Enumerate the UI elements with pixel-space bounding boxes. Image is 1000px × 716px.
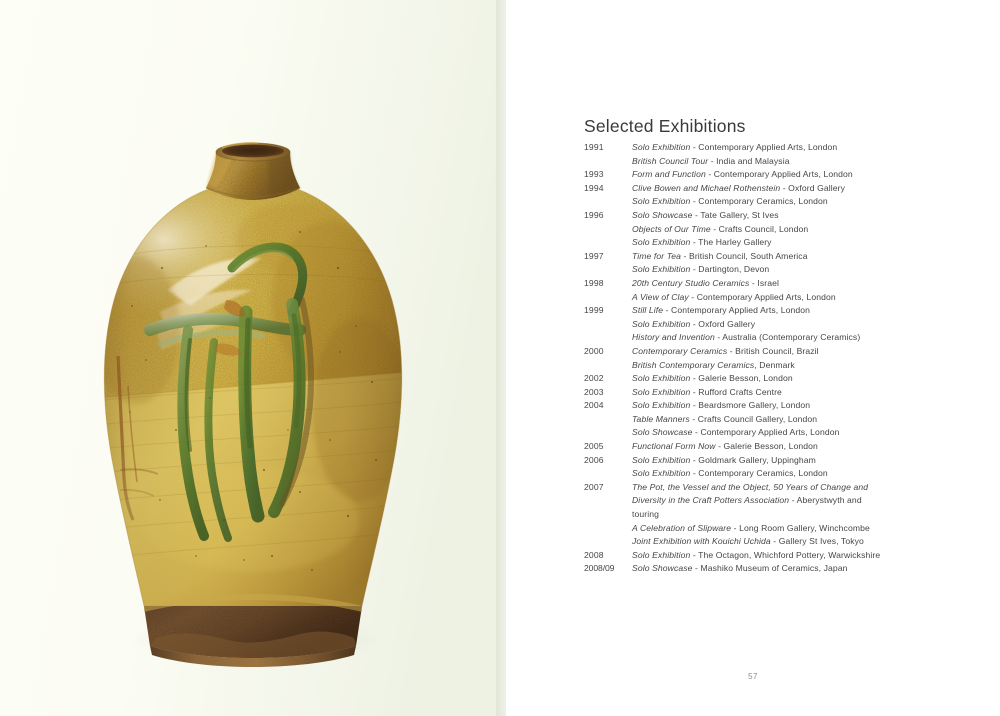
exhibition-title: British Council Tour xyxy=(632,155,709,166)
exhibition-venue: - British Council, South America xyxy=(681,250,808,261)
exhibition-venue: - Rufford Crafts Centre xyxy=(690,386,782,397)
exhibition-title: Joint Exhibition with Kouichi Uchida xyxy=(632,536,771,547)
exhibition-year xyxy=(584,222,632,223)
exhibition-venue: - Gallery St Ives, Tokyo xyxy=(770,536,864,547)
exhibition-venue: - British Council, Brazil xyxy=(727,345,819,356)
exhibition-row xyxy=(584,466,984,480)
exhibition-year: 2004 xyxy=(584,400,604,411)
exhibition-year xyxy=(584,425,632,426)
exhibition-year xyxy=(584,262,632,263)
exhibition-row xyxy=(584,317,984,331)
exhibition-entry xyxy=(632,480,984,494)
exhibition-entry xyxy=(632,534,984,548)
exhibition-row xyxy=(584,398,984,412)
exhibition-year: 1993 xyxy=(584,169,604,180)
exhibition-year: 2006 xyxy=(584,454,604,465)
exhibition-row xyxy=(584,194,984,208)
exhibition-year xyxy=(584,154,632,155)
exhibition-year xyxy=(584,534,632,535)
exhibition-entry xyxy=(632,222,984,236)
exhibition-row xyxy=(584,181,984,195)
exhibition-entry xyxy=(632,412,984,426)
exhibition-row xyxy=(584,249,984,263)
exhibition-row xyxy=(584,534,984,548)
exhibition-venue: - Australia (Contemporary Ceramics) xyxy=(714,332,861,343)
exhibition-title: The Pot, the Vessel and the Object, 50 Years of Change and xyxy=(632,481,869,492)
exhibition-year: 1991 xyxy=(584,142,604,152)
exhibition-title: Solo Exhibition xyxy=(632,386,691,397)
exhibition-row xyxy=(584,303,984,317)
right-page-text xyxy=(506,0,1000,716)
exhibition-title: Solo Exhibition xyxy=(632,468,691,479)
exhibition-entry xyxy=(632,561,984,575)
exhibition-title: Solo Exhibition xyxy=(632,318,691,329)
exhibition-entry xyxy=(632,208,984,222)
exhibition-entry xyxy=(632,425,984,439)
exhibition-venue: - Contemporary Applied Arts, London xyxy=(690,142,838,152)
exhibition-title: Solo Showcase xyxy=(632,209,693,220)
exhibition-title: 20th Century Studio Ceramics xyxy=(632,277,750,288)
exhibition-venue: - Mashiko Museum of Ceramics, Japan xyxy=(692,563,848,574)
exhibition-entry xyxy=(632,167,984,181)
exhibition-row xyxy=(584,330,984,344)
exhibition-entry xyxy=(632,385,984,399)
exhibition-row xyxy=(584,154,984,168)
exhibition-title: History and Invention xyxy=(632,332,715,343)
exhibition-year: 1994 xyxy=(584,182,604,193)
exhibition-venue: - Crafts Council, London xyxy=(710,223,809,234)
exhibition-title: Solo Exhibition xyxy=(632,264,691,275)
exhibition-venue: - Contemporary Applied Arts, London xyxy=(688,291,836,302)
exhibition-year: 2003 xyxy=(584,386,604,397)
exhibition-row xyxy=(584,276,984,290)
exhibition-title: Solo Exhibition xyxy=(632,549,691,560)
exhibition-year xyxy=(584,358,632,359)
exhibition-title: Solo Exhibition xyxy=(632,196,691,207)
exhibition-entry xyxy=(632,358,984,372)
exhibition-row xyxy=(584,385,984,399)
exhibition-year xyxy=(584,235,632,236)
exhibition-entry xyxy=(632,453,984,467)
exhibition-year: 2005 xyxy=(584,441,604,452)
vase-neck xyxy=(206,143,300,200)
exhibition-row xyxy=(584,439,984,453)
exhibition-row xyxy=(584,140,984,154)
exhibition-title: Form and Function xyxy=(632,169,706,180)
exhibition-venue: , Denmark xyxy=(754,359,795,370)
exhibition-title: A Celebration of Slipware xyxy=(632,522,732,533)
exhibition-entry xyxy=(632,439,984,453)
exhibition-year xyxy=(584,317,632,318)
exhibition-row xyxy=(584,521,984,535)
exhibition-year: 1997 xyxy=(584,250,604,261)
exhibition-year: 2007 xyxy=(584,481,604,492)
exhibition-entry xyxy=(632,154,984,168)
exhibition-venue: - Galerie Besson, London xyxy=(715,441,818,452)
exhibition-title: Solo Exhibition xyxy=(632,400,691,411)
exhibition-entry xyxy=(632,194,984,208)
exhibition-venue: - Contemporary Applied Arts, London xyxy=(663,305,811,316)
exhibition-venue: - Goldmark Gallery, Uppingham xyxy=(690,454,816,465)
exhibition-row xyxy=(584,453,984,467)
exhibition-venue: - The Harley Gallery xyxy=(690,237,772,248)
exhibition-title: British Contemporary Ceramics xyxy=(632,359,755,370)
exhibition-venue: - Contemporary Applied Arts, London xyxy=(692,427,840,438)
exhibition-title: Diversity in the Craft Potters Association xyxy=(632,495,790,506)
exhibition-venue: - Aberystwyth and xyxy=(789,495,862,506)
exhibition-entry xyxy=(632,140,984,154)
exhibition-title: Solo Exhibition xyxy=(632,454,691,465)
exhibition-venue: - Contemporary Ceramics, London xyxy=(690,468,828,479)
exhibition-entry xyxy=(632,181,984,195)
exhibition-year xyxy=(584,290,632,291)
exhibition-entry xyxy=(632,317,984,331)
exhibition-title: Solo Exhibition xyxy=(632,142,691,152)
exhibition-year xyxy=(584,521,632,522)
exhibition-year: 2008 xyxy=(584,549,604,560)
exhibition-entry xyxy=(632,276,984,290)
exhibition-row xyxy=(584,371,984,385)
exhibition-venue: - Dartington, Devon xyxy=(690,264,770,275)
exhibition-year: 2000 xyxy=(584,345,604,356)
exhibition-year xyxy=(584,330,632,331)
exhibition-venue: - Oxford Gallery xyxy=(690,318,756,329)
exhibition-venue: - Crafts Council Gallery, London xyxy=(689,413,818,424)
exhibition-year: 2002 xyxy=(584,373,604,384)
exhibition-row xyxy=(584,425,984,439)
exhibition-entry xyxy=(632,235,984,249)
exhibition-row xyxy=(584,493,984,507)
exhibition-venue: - Long Room Gallery, Winchcombe xyxy=(731,522,870,533)
exhibition-title: Solo Exhibition xyxy=(632,237,691,248)
exhibition-year xyxy=(584,466,632,467)
exhibition-venue: - Galerie Besson, London xyxy=(690,373,793,384)
exhibition-entry xyxy=(632,249,984,263)
exhibition-row xyxy=(584,507,984,521)
exhibition-title: Solo Showcase xyxy=(632,427,693,438)
exhibition-row xyxy=(584,561,984,575)
exhibition-year: 1996 xyxy=(584,209,604,220)
exhibition-row xyxy=(584,235,984,249)
exhibition-title: Still Life xyxy=(632,305,664,316)
exhibition-entry xyxy=(632,466,984,480)
exhibition-entry xyxy=(632,507,984,521)
exhibition-entry xyxy=(632,303,984,317)
exhibition-venue: - Contemporary Applied Arts, London xyxy=(705,169,853,180)
exhibition-entry xyxy=(632,344,984,358)
exhibition-title: Clive Bowen and Michael Rothenstein xyxy=(632,182,781,193)
exhibition-venue: - Contemporary Ceramics, London xyxy=(690,196,828,207)
exhibition-title: Functional Form Now xyxy=(632,441,716,452)
exhibition-row xyxy=(584,262,984,276)
page-title: Selected Exhibitions xyxy=(584,115,746,136)
exhibition-year: 1998 xyxy=(584,277,604,288)
exhibition-row xyxy=(584,548,984,562)
exhibition-venue: - Beardsmore Gallery, London xyxy=(690,400,811,411)
exhibition-row xyxy=(584,412,984,426)
page-number: 57 xyxy=(748,672,758,681)
exhibition-row xyxy=(584,358,984,372)
exhibition-title: Solo Exhibition xyxy=(632,373,691,384)
exhibition-title: Solo Showcase xyxy=(632,563,693,574)
exhibition-entry xyxy=(632,398,984,412)
exhibition-venue: - Tate Gallery, St Ives xyxy=(692,209,779,220)
exhibition-year: 2008/09 xyxy=(584,563,615,574)
exhibition-entry xyxy=(632,521,984,535)
exhibition-row xyxy=(584,480,984,494)
exhibition-row xyxy=(584,290,984,304)
exhibition-year xyxy=(584,194,632,195)
exhibition-venue: - Oxford Gallery xyxy=(780,182,845,193)
exhibition-entry xyxy=(632,290,984,304)
exhibition-entry xyxy=(632,548,984,562)
exhibition-venue: - The Octagon, Whichford Pottery, Warwickshire xyxy=(690,549,881,560)
exhibition-title: Time for Tea xyxy=(632,250,682,261)
exhibition-title: A View of Clay xyxy=(632,291,689,302)
exhibition-row xyxy=(584,167,984,181)
exhibition-venue: touring xyxy=(632,509,659,520)
exhibition-title: Objects of Our Time xyxy=(632,223,711,234)
exhibition-row xyxy=(584,208,984,222)
exhibition-title: Table Manners xyxy=(632,413,690,424)
exhibition-year xyxy=(584,493,632,494)
exhibition-year xyxy=(584,412,632,413)
exhibition-entry xyxy=(632,330,984,344)
exhibition-entry xyxy=(632,371,984,385)
exhibition-year xyxy=(584,507,632,508)
exhibition-year: 1999 xyxy=(584,305,604,316)
exhibition-entry xyxy=(632,493,984,507)
exhibition-title: Contemporary Ceramics xyxy=(632,345,728,356)
exhibition-row xyxy=(584,344,984,358)
exhibition-entry xyxy=(632,262,984,276)
vase-mouth xyxy=(222,145,284,158)
exhibition-row xyxy=(584,222,984,236)
exhibition-venue: - India and Malaysia xyxy=(708,155,790,166)
exhibition-list xyxy=(584,140,984,575)
exhibition-venue: - Israel xyxy=(749,277,779,288)
